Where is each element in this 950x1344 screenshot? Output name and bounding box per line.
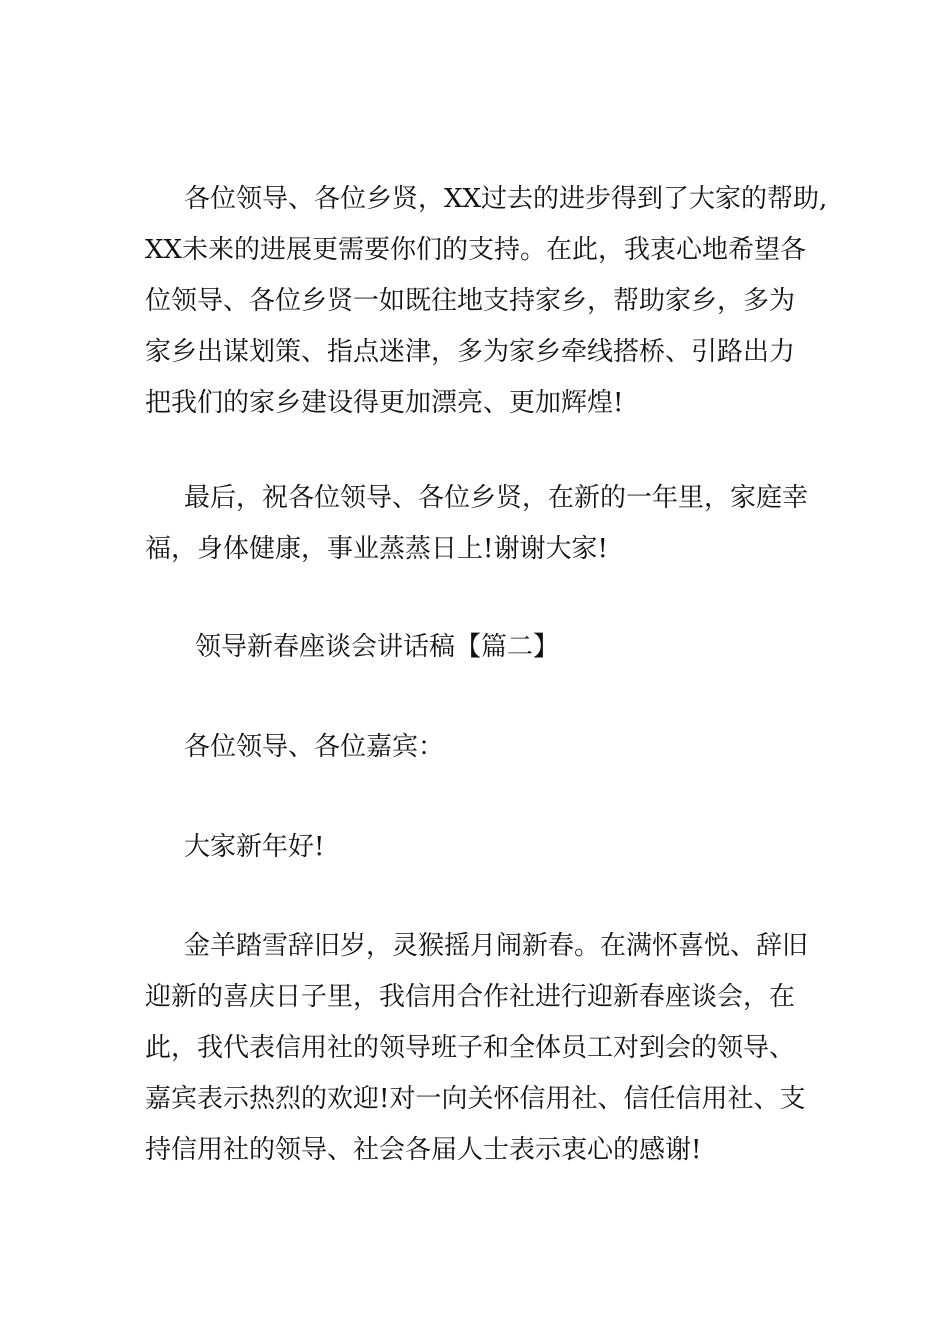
text-line: 把我们的家乡建设得更加漂亮、更加辉煌! xyxy=(145,388,624,418)
paragraph-best-wishes xyxy=(145,473,810,575)
greeting xyxy=(145,822,810,873)
paragraph-closing-support xyxy=(145,174,828,429)
text-line: XX未来的进展更需要你们的支持。在此，我衷心地希望各 xyxy=(145,235,807,265)
text-line: 福，身体健康，事业蒸蒸日上!谢谢大家! xyxy=(145,534,608,564)
text-line: 嘉宾表示热烈的欢迎!对一向关怀信用社、信任信用社、支 xyxy=(145,1084,806,1114)
section-heading-text: 领导新春座谈会讲话稿【篇二】 xyxy=(195,632,560,662)
greeting-text: 大家新年好! xyxy=(184,832,325,862)
text-line: 此，我代表信用社的领导班子和全体员工对到会的领导、 xyxy=(145,1033,796,1063)
text-line: 位领导、各位乡贤一如既往地支持家乡，帮助家乡，多为 xyxy=(145,286,796,316)
text-line: 持信用社的领导、社会各届人士表示衷心的感谢! xyxy=(145,1135,702,1165)
text-line: 各位领导、各位乡贤，XX过去的进步得到了大家的帮助, xyxy=(184,184,828,214)
section-heading xyxy=(145,622,810,673)
salutation xyxy=(145,722,810,773)
paragraph-welcome xyxy=(145,921,810,1176)
text-line: 最后，祝各位领导、各位乡贤，在新的一年里，家庭幸 xyxy=(184,483,809,513)
text-line: 家乡出谋划策、指点迷津，多为家乡牵线搭桥、引路出力 xyxy=(145,337,796,367)
salutation-text: 各位领导、各位嘉宾： xyxy=(184,732,445,762)
text-line: 金羊踏雪辞旧岁，灵猴摇月闹新春。在满怀喜悦、辞旧 xyxy=(184,931,809,961)
text-line: 迎新的喜庆日子里，我信用合作社进行迎新春座谈会，在 xyxy=(145,982,796,1012)
